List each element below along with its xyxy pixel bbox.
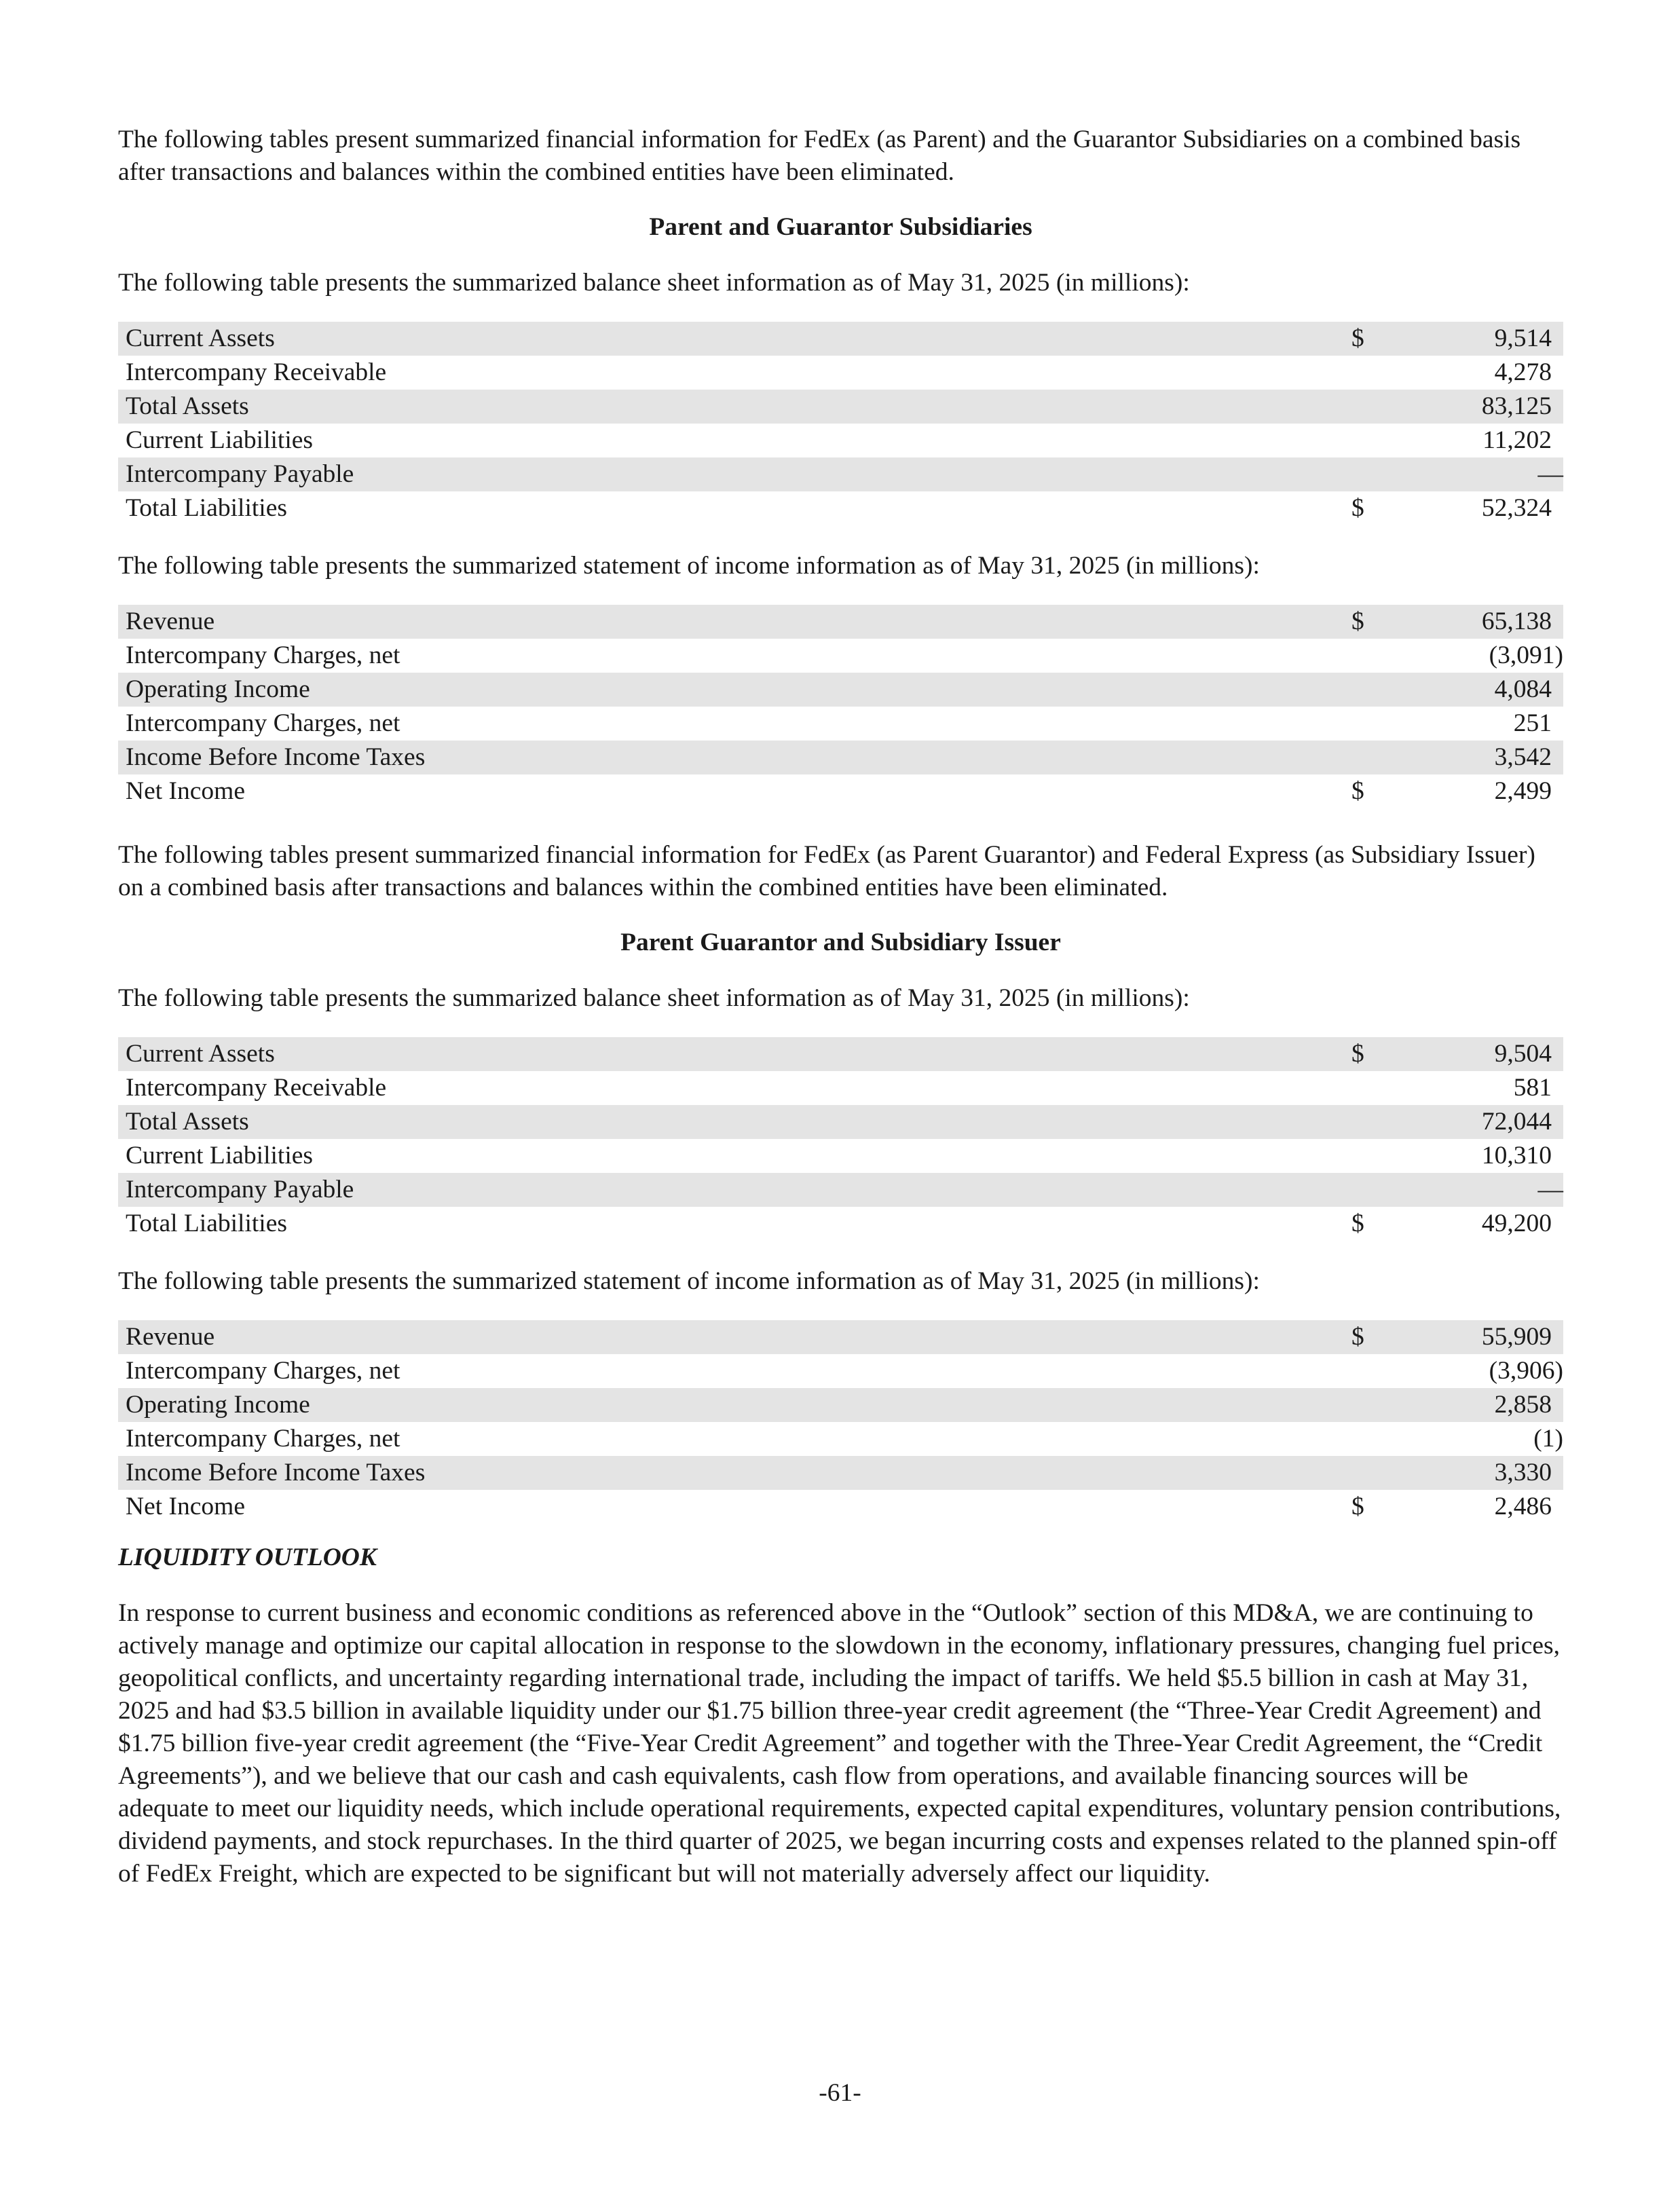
row-label: Net Income <box>126 777 245 805</box>
row-value: 9,504 <box>1392 1037 1563 1071</box>
row-value: 52,324 <box>1481 494 1552 522</box>
row-value: 65,138 <box>1392 605 1563 639</box>
row-value: 2,499 <box>1494 777 1552 805</box>
balance-sheet-table-1 <box>118 322 1563 525</box>
intro-paragraph-1: The following tables present summarized financial information for FedEx (as Parent) and the Guarantor Subsidiaries on a combined basis after transactions and balances within the combined entities have been eliminated. <box>118 126 1521 186</box>
row-label: Total Assets <box>118 1105 1351 1139</box>
row-value: 3,542 <box>1392 741 1563 774</box>
table-row <box>118 390 1563 424</box>
income-statement-intro-2: The following table presents the summarized statement of income information as of May 31, 2025 (in millions): <box>118 1267 1260 1295</box>
row-label: Income Before Income Taxes <box>118 741 1351 774</box>
row-value: 9,514 <box>1392 322 1563 356</box>
row-label: Total Liabilities <box>126 1210 287 1237</box>
row-value: 10,310 <box>1481 1142 1552 1170</box>
currency-symbol: $ <box>1351 1210 1364 1237</box>
income-statement-intro-1: The following table presents the summarized statement of income information as of May 31, 2025 (in millions): <box>118 552 1260 580</box>
section-title-parent-guarantor-subsidiary-issuer: Parent Guarantor and Subsidiary Issuer <box>620 929 1061 956</box>
row-label: Current Assets <box>118 322 1351 356</box>
row-label: Income Before Income Taxes <box>118 1456 1351 1490</box>
row-label: Intercompany Charges, net <box>126 1425 400 1453</box>
currency-symbol <box>1351 1422 1392 1456</box>
row-value: 2,858 <box>1392 1388 1563 1422</box>
currency-symbol <box>1351 424 1392 457</box>
currency-symbol <box>1351 673 1392 707</box>
table-row <box>118 639 1563 673</box>
currency-symbol <box>1351 1456 1392 1490</box>
row-label: Total Assets <box>118 390 1351 424</box>
table-row <box>118 491 1563 525</box>
income-statement-table-2 <box>118 1320 1563 1524</box>
row-value: 251 <box>1513 709 1552 737</box>
row-value: — <box>1392 457 1563 491</box>
row-label: Intercompany Charges, net <box>126 1357 400 1385</box>
row-value: (3,091) <box>1489 641 1563 669</box>
table-row <box>118 322 1563 356</box>
currency-symbol <box>1351 1139 1392 1173</box>
section-title-parent-guarantor-subsidiaries: Parent and Guarantor Subsidiaries <box>649 213 1032 241</box>
row-value: 83,125 <box>1392 390 1563 424</box>
table-row <box>118 1071 1563 1105</box>
row-value: (3,906) <box>1489 1357 1563 1385</box>
row-label: Net Income <box>126 1493 245 1520</box>
document-page <box>118 124 1563 1890</box>
currency-symbol <box>1351 1173 1392 1207</box>
row-label: Intercompany Payable <box>118 457 1351 491</box>
currency-symbol: $ <box>1351 1037 1392 1071</box>
table-row <box>118 673 1563 707</box>
row-value: 55,909 <box>1392 1320 1563 1354</box>
currency-symbol <box>1351 1071 1392 1105</box>
currency-symbol <box>1351 1388 1392 1422</box>
currency-symbol <box>1351 1354 1392 1388</box>
table-row <box>118 1320 1563 1354</box>
row-value: — <box>1392 1173 1563 1207</box>
row-label: Current Liabilities <box>126 1142 313 1170</box>
liquidity-outlook-heading: LIQUIDITY OUTLOOK <box>118 1543 377 1571</box>
currency-symbol <box>1351 1105 1392 1139</box>
row-label: Operating Income <box>118 1388 1351 1422</box>
currency-symbol <box>1351 356 1392 390</box>
balance-sheet-table-2 <box>118 1037 1563 1241</box>
liquidity-outlook-paragraph: In response to current business and economic conditions as referenced above in the “Outlook” section of this MD&A, we are continuing to actively manage and optimize our capital allocation in response to the slowdown in the economy, inflationary pressures, changing fuel prices, geopolitical conflicts, and uncertainty regarding international trade, including the impact of tariffs. We held $5.5 billion in cash at May 31, 2025 and had $3.5 billion in available liquidity under our $1.75 billion three-year credit agreement (the “Three-Year Credit Agreement) and $1.75 billion five-year credit agreement (the “Five-Year Credit Agreement” and together with the Three-Year Credit Agreement, the “Credit Agreements”), and we believe that our cash and cash equivalents, cash flow from operations, and available financing sources will be adequate to meet our liquidity needs, which include operational requirements, expected capital expenditures, voluntary pension contributions, dividend payments, and stock repurchases. In the third quarter of 2025, we began incurring costs and expenses related to the planned spin-off of FedEx Freight, which are expected to be significant but will not materially adversely affect our liquidity. <box>118 1599 1561 1888</box>
currency-symbol <box>1351 639 1392 673</box>
table-row <box>118 774 1563 808</box>
currency-symbol: $ <box>1351 605 1392 639</box>
table-row <box>118 457 1563 491</box>
intro-paragraph-2: The following tables present summarized financial information for FedEx (as Parent Guarantor) and Federal Express (as Subsidiary Issuer) on a combined basis after transactions and balances within the combined entities have been eliminated. <box>118 841 1535 901</box>
row-value: 581 <box>1513 1074 1552 1102</box>
row-value: 3,330 <box>1392 1456 1563 1490</box>
row-value: 4,278 <box>1494 358 1552 386</box>
row-label: Intercompany Charges, net <box>126 641 400 669</box>
balance-sheet-intro-2: The following table presents the summarized balance sheet information as of May 31, 2025 (in millions): <box>118 984 1190 1012</box>
currency-symbol: $ <box>1351 322 1392 356</box>
row-label: Revenue <box>118 605 1351 639</box>
row-value: 2,486 <box>1494 1493 1552 1520</box>
currency-symbol <box>1351 741 1392 774</box>
table-row <box>118 1422 1563 1456</box>
row-label: Operating Income <box>118 673 1351 707</box>
table-row <box>118 1139 1563 1173</box>
currency-symbol: $ <box>1351 1320 1392 1354</box>
row-label: Current Liabilities <box>126 426 313 454</box>
row-label: Intercompany Payable <box>118 1173 1351 1207</box>
table-row <box>118 1354 1563 1388</box>
table-row <box>118 1105 1563 1139</box>
page-number: -61- <box>819 2079 861 2107</box>
table-row <box>118 741 1563 774</box>
table-row <box>118 1207 1563 1241</box>
balance-sheet-intro-1: The following table presents the summarized balance sheet information as of May 31, 2025 (in millions): <box>118 269 1190 297</box>
table-row <box>118 1490 1563 1524</box>
table-row <box>118 707 1563 741</box>
currency-symbol: $ <box>1351 1493 1364 1520</box>
row-value: 4,084 <box>1392 673 1563 707</box>
currency-symbol: $ <box>1351 777 1364 805</box>
row-label: Intercompany Receivable <box>126 358 387 386</box>
row-value: (1) <box>1533 1425 1563 1453</box>
row-value: 11,202 <box>1482 426 1552 454</box>
currency-symbol <box>1351 707 1392 741</box>
income-statement-table-1 <box>118 605 1563 808</box>
table-row <box>118 1037 1563 1071</box>
table-row <box>118 1173 1563 1207</box>
row-label: Intercompany Receivable <box>126 1074 387 1102</box>
currency-symbol <box>1351 390 1392 424</box>
row-label: Total Liabilities <box>126 494 287 522</box>
table-row <box>118 356 1563 390</box>
row-label: Intercompany Charges, net <box>126 709 400 737</box>
row-label: Revenue <box>118 1320 1351 1354</box>
currency-symbol <box>1351 457 1392 491</box>
table-row <box>118 605 1563 639</box>
table-row <box>118 424 1563 457</box>
currency-symbol: $ <box>1351 494 1364 522</box>
table-row <box>118 1456 1563 1490</box>
row-value: 49,200 <box>1481 1210 1552 1237</box>
row-value: 72,044 <box>1392 1105 1563 1139</box>
table-row <box>118 1388 1563 1422</box>
row-label: Current Assets <box>118 1037 1351 1071</box>
